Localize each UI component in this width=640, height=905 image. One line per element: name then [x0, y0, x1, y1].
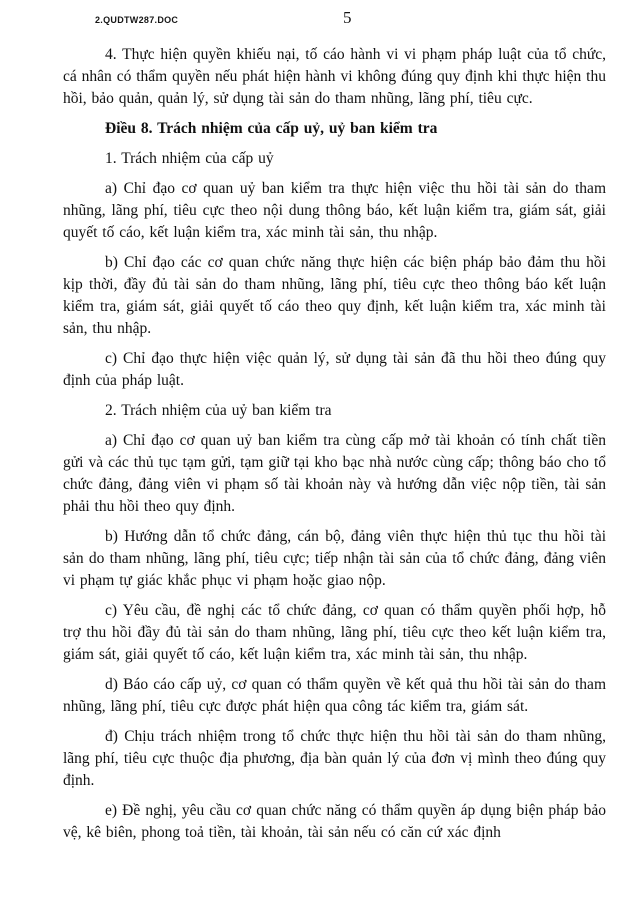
clause-1c: c) Chỉ đạo thực hiện việc quản lý, sử dụng tài sản đã thu hồi theo đúng quy định của pháp luật. — [63, 350, 606, 389]
page-number: 5 — [343, 8, 352, 27]
section-2-heading: 2. Trách nhiệm của uỷ ban kiểm tra — [105, 402, 332, 419]
clause-1a: a) Chỉ đạo cơ quan uỷ ban kiểm tra thực hiện việc thu hồi tài sản do tham nhũng, lãng phí, tiêu cực theo nội dung thông báo, kết luận kiểm tra, giám sát, giải quyết tố cáo, kết luận kiểm tra, xác minh tài sản, thu nhập. — [63, 180, 606, 241]
section-1-heading: 1. Trách nhiệm của cấp uỷ — [105, 150, 274, 167]
clause-2a: a) Chỉ đạo cơ quan uỷ ban kiểm tra cùng cấp mở tài khoản có tính chất tiền gửi và các thủ tục tạm gửi, tạm giữ tại kho bạc nhà nước cùng cấp; thông báo cho tổ chức đảng, đảng viên vi phạm số tài khoản này và hướng dẫn việc nộp tiền, tài sản phải thu hồi theo quy định. — [63, 432, 606, 515]
clause-2c: c) Yêu cầu, đề nghị các tổ chức đảng, cơ quan có thẩm quyền phối hợp, hỗ trợ thu hồi đầy đủ tài sản do tham nhũng, lãng phí, tiêu cực theo kết luận kiểm tra, giám sát, giải quyết tố cáo, kết luận kiểm tra, xác minh tài sản, thu nhập. — [63, 602, 606, 663]
document-body — [0, 40, 640, 844]
clause-1b: b) Chỉ đạo các cơ quan chức năng thực hiện các biện pháp bảo đảm thu hồi kịp thời, đầy đủ tài sản do tham nhũng, lãng phí, tiêu cực theo thông báo kết luận kiểm tra, giám sát, giải quyết tố cáo theo quy định, kết luận kiểm tra, xác minh tài sản, thu nhập. — [63, 254, 606, 337]
paragraph-item-4: 4. Thực hiện quyền khiếu nại, tố cáo hành vi vi phạm pháp luật của tổ chức, cá nhân có thẩm quyền nếu phát hiện hành vi không đúng quy định khi thực hiện thu hồi, bảo quản, quản lý, sử dụng tài sản do tham nhũng, lãng phí, tiêu cực. — [63, 46, 606, 107]
clause-2d: d) Báo cáo cấp uỷ, cơ quan có thẩm quyền về kết quả thu hồi tài sản do tham nhũng, lãng phí, tiêu cực được phát hiện qua công tác kiểm tra, giám sát. — [63, 676, 606, 715]
clause-2b: b) Hướng dẫn tổ chức đảng, cán bộ, đảng viên thực hiện thủ tục thu hồi tài sản do tham nhũng, lãng phí, tiêu cực; tiếp nhận tài sản của tổ chức đảng, đảng viên vi phạm tự giác khắc phục vi phạm hoặc giao nộp. — [63, 528, 606, 589]
clause-2dd: đ) Chịu trách nhiệm trong tổ chức thực hiện thu hồi tài sản do tham nhũng, lãng phí, tiêu cực thuộc địa phương, địa bàn quản lý của đơn vị mình theo đúng quy định. — [63, 728, 606, 789]
file-label: 2.QUDTW287.DOC — [95, 15, 179, 25]
clause-2e: e) Đề nghị, yêu cầu cơ quan chức năng có thẩm quyền áp dụng biện pháp bảo vệ, kê biên, phong toả tiền, tài khoản, tài sản nếu có căn cứ xác định — [63, 802, 606, 841]
page-header — [0, 0, 640, 40]
article-8-heading: Điều 8. Trách nhiệm của cấp uỷ, uỷ ban kiểm tra — [105, 120, 438, 137]
